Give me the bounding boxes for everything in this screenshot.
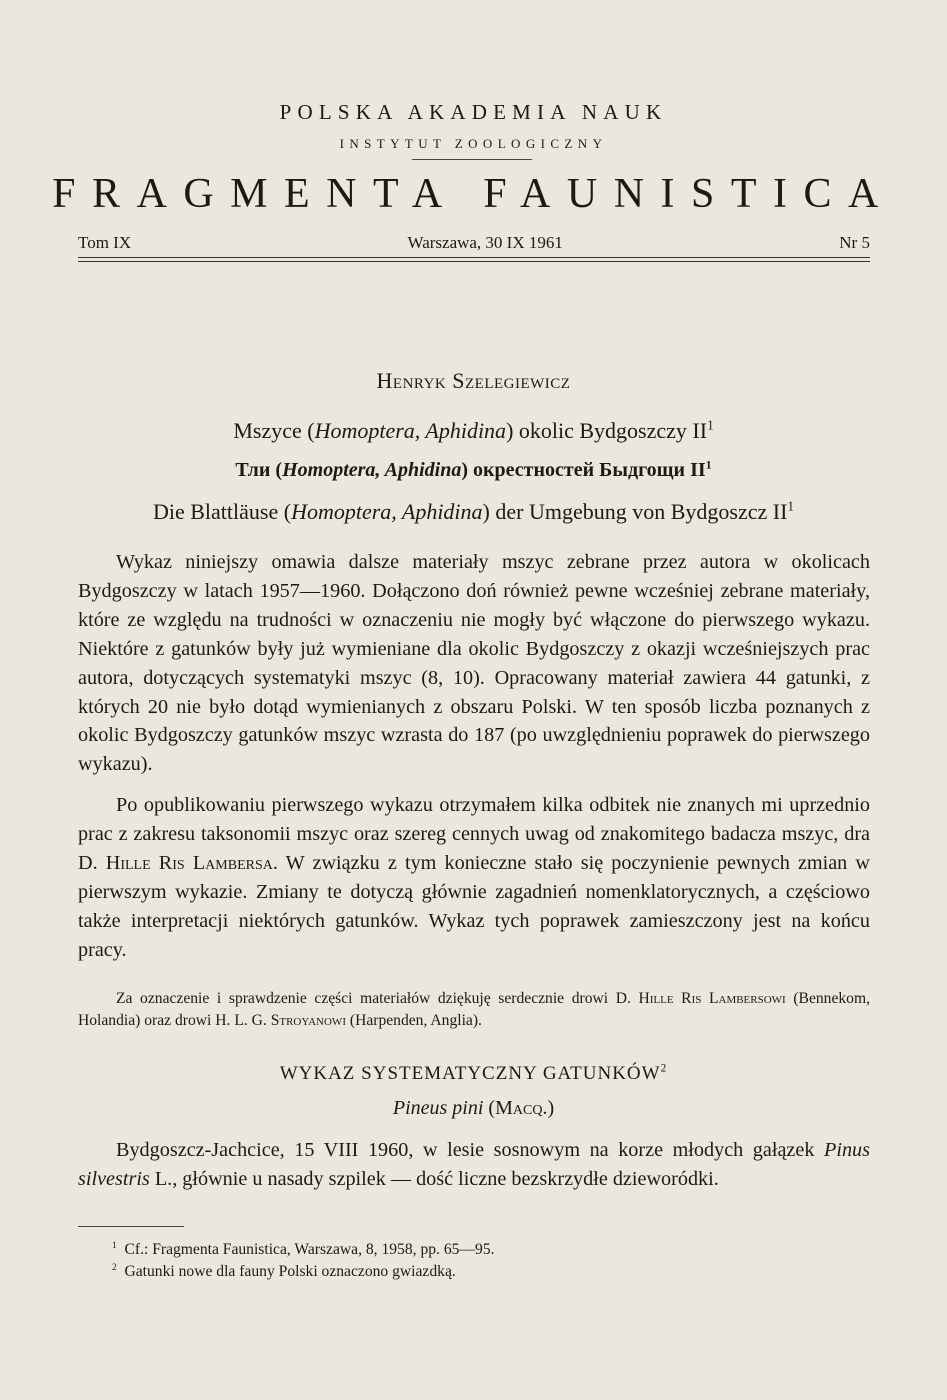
person-name: Hille Ris Lambersowi [638,990,786,1007]
person-name: Stroyanowi [270,1012,346,1030]
footnote-ref: 1 [787,498,795,514]
body-paragraph-2 [78,791,870,964]
title-text: Die Blattläuse ( [152,499,292,524]
paragraph-text: L., głównie u nasady szpilek — dość liczne bezskrzydłe dzieworódki. [149,1167,719,1190]
double-rule [78,257,870,262]
place-date: Warszawa, 30 IX 1961 [407,233,563,252]
title-text: ) окрестностей Быдгощи II [461,459,706,481]
title-german [0,499,947,525]
institute-name: INSTYTUT ZOOLOGICZNY [339,136,608,151]
footnote-text: Gatunki nowe dla fauny Polski oznaczono gwiazdką. [124,1263,456,1280]
title-text: ) der Umgebung von Bydgoszcz II [482,499,788,524]
species-author: Macq. [495,1097,548,1119]
journal-title: FRAGMENTA FAUNISTICA [52,171,895,217]
body-paragraph-1: Wykaz niniejszy omawia dalsze materiały mszyc zebrane przez autora w okolicach Bydgoszczy w latach 1957—1960. Dołączono doń również pewne wcześniej zebrane materiały, które ze względu na trudności w oznaczeniu nie mogły być włączone do pierwszego wykazu. Niektóre z gatunków były już wymieniane dla okolic Bydgoszczy z okazji wcześniejszych prac autora, dotyczących systematyki mszyc (8, 10). Opracowany materiał zawiera 44 gatunki, z których 20 nie było dotąd wymienianych z obszaru Polski. W ten sposób liczba poznanych z okolic Bydgoszczy gatunków mszyc wzrasta do 187 (po uwzględnieniu poprawek do pierwszego wykazu). [78,551,870,776]
paragraph-text: (Harpenden, Anglia). [345,1012,482,1030]
issue-info [78,233,870,253]
title-text: ) okolic Bydgoszczy II [506,418,708,443]
title-russian [0,459,947,482]
paragraph-text: Za oznaczenie i sprawdzenie części materiałów dziękuję serdecznie drowi D. [116,990,639,1007]
paragraph-text: . W związku z tym konieczne stało się poczynienie pewnych zmian w pierwszym wykazie. Zmiany te dotyczą głównie zagadnień nomenklatorycznych, a częściowo także interpretacji niektórych gatunków. Wykaz tych poprawek zamieszczony jest na końcu pracy. [78,851,870,961]
volume-label: Tom IX [78,233,132,252]
section-heading [0,1063,947,1085]
species-heading [0,1097,947,1120]
author-name: Henryk Szelegiewicz [376,368,571,393]
acknowledgement [78,988,870,1033]
title-polish [0,418,947,444]
paragraph-text: Po opublikowaniu pierwszego wykazu otrzymałem kilka odbitek nie znanych mi uprzednio prac z zakresu taksonomii mszyc oraz szereg cennych uwag od znakomitego badacza mszyc, dra D. [78,794,870,874]
title-text: Mszyce ( [233,418,315,443]
section-title: WYKAZ SYSTEMATYCZNY GATUNKÓW [279,1063,661,1084]
footnote-ref: 1 [705,457,712,472]
species-name: Pineus pini [392,1097,484,1119]
academy-name: POLSKA AKADEMIA NAUK [279,100,668,124]
footnote-ref: 2 [660,1062,668,1075]
species-name: Pinus silvestris [78,1139,870,1190]
paragraph-text: Bydgoszcz-Jachcice, 15 VIII 1960, w lesie sosnowym na korze młodych gałązek [116,1139,825,1161]
footnote-text: Cf.: Fragmenta Faunistica, Warszawa, 8, 1958, pp. 65—95. [124,1241,495,1258]
title-taxon: Homoptera, Aphidina [314,418,507,443]
species-punct: ) [547,1097,555,1119]
footnote-mark: 1 [112,1240,117,1251]
title-text: Тли ( [235,459,283,481]
species-punct: ( [483,1097,496,1119]
paragraph-text: (Bennekom, Holandia) oraz drowi H. L. G. [78,990,870,1030]
footnote-mark: 2 [112,1262,117,1273]
footnote-2 [112,1262,872,1282]
footnote-1 [112,1240,872,1260]
body-paragraph-3 [78,1136,870,1194]
footnote-rule [78,1226,184,1227]
person-name: Hille Ris Lambersa [105,851,273,874]
footnote-ref: 1 [707,417,714,433]
issue-number: Nr 5 [839,233,870,252]
title-taxon: Homoptera, Aphidina [291,499,483,524]
header-rule [412,159,532,160]
title-taxon: Homoptera, Aphidina [282,459,462,481]
